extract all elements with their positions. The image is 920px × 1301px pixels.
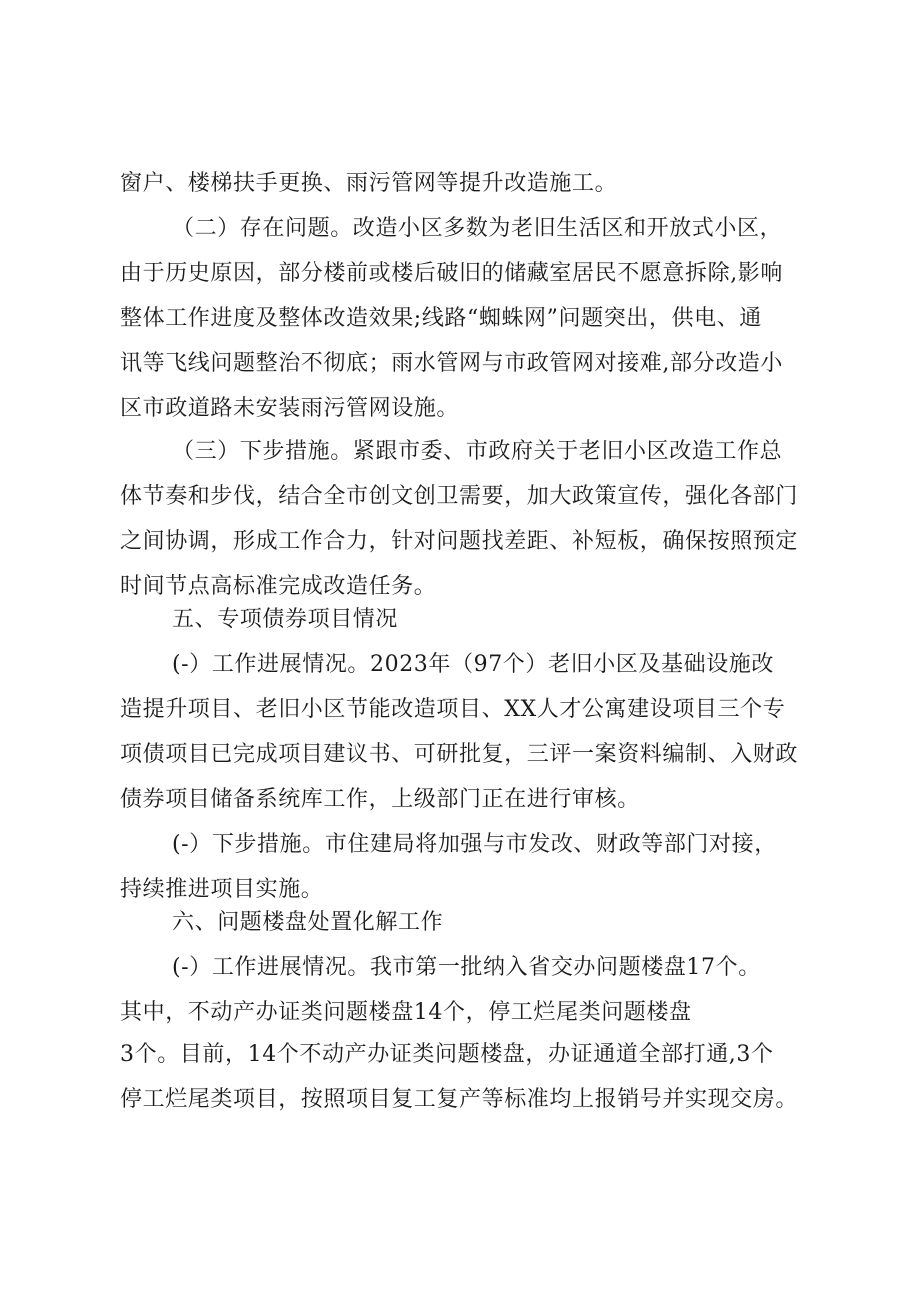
text-line: 窗户、楼梯扶手更换、雨污管网等提升改造施工。 xyxy=(120,171,618,196)
text-line: (-）工作进展情况。2023年（97个）老旧小区及基础设施改 xyxy=(172,652,775,677)
text-line: (-）下步措施。市住建局将加强与市发改、财政等部门对接， xyxy=(172,832,777,857)
text-line: 停工烂尾类项目，按照项目复工复产等标准均上报销号并实现交房。 xyxy=(120,1087,799,1112)
text-line: 3个。目前，14个不动产办证类问题楼盘，办证通道全部打通,3个 xyxy=(120,1042,774,1067)
text-line: 由于历史原因，部分楼前或楼后破旧的储藏室居民不愿意拆除,影响 xyxy=(120,261,783,286)
text-line: 区市政道路未安装雨污管网设施。 xyxy=(120,396,460,421)
text-line: 项债项目已完成项目建议书、可研批复，三评一案资料编制、入财政 xyxy=(120,742,799,767)
section-heading: 六、问题楼盘处置化解工作 xyxy=(172,910,444,935)
text-line: 造提升项目、老旧小区节能改造项目、XX人才公寓建设项目三个专 xyxy=(120,697,786,722)
text-line: 之间协调，形成工作合力，针对问题找差距、补短板，确保按照预定 xyxy=(120,529,799,554)
text-line: 讯等飞线问题整治不彻底；雨水管网与市政管网对接难,部分改造小 xyxy=(120,351,783,376)
section-heading: 五、专项债券项目情况 xyxy=(172,607,399,632)
text-line: （三）下步措施。紧跟市委、市政府关于老旧小区改造工作总 xyxy=(172,439,783,464)
text-line: （二）存在问题。改造小区多数为老旧生活区和开放式小区， xyxy=(172,216,783,241)
text-line: 时间节点高标准完成改造任务。 xyxy=(120,574,437,599)
text-line: 债券项目储备系统库工作，上级部门正在进行审核。 xyxy=(120,787,640,812)
text-line: (-）工作进展情况。我市第一批纳入省交办问题楼盘17个。 xyxy=(172,955,761,980)
text-line: 其中，不动产办证类问题楼盘14个，停工烂尾类问题楼盘 xyxy=(120,1000,692,1025)
text-line: 持续推进项目实施。 xyxy=(120,877,324,902)
text-line: 整体工作进度及整体改造效果;线路“蜘蛛网”问题突出，供电、通 xyxy=(120,306,762,331)
text-line: 体节奏和步伐，结合全市创文创卫需要，加大政策宣传，强化各部门 xyxy=(120,484,799,509)
